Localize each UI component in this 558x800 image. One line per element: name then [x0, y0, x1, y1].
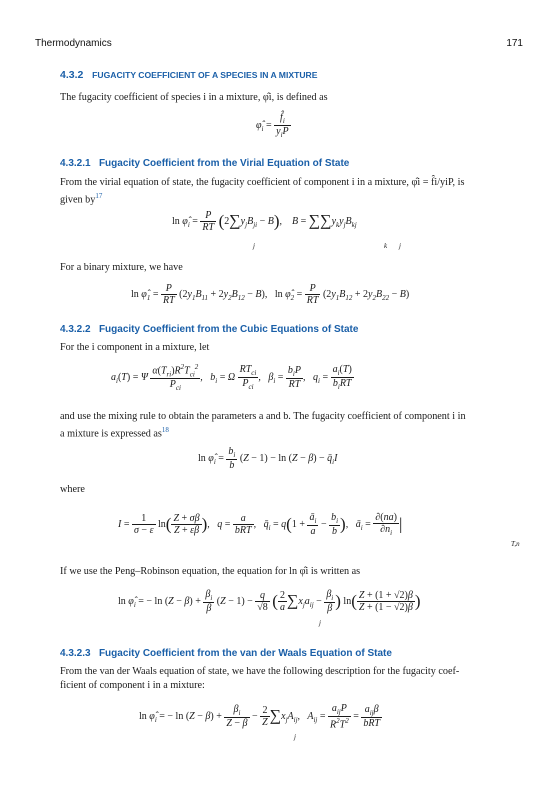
- section-title: FUGACITY COEFFICIENT OF A SPECIES IN A MIXTURE: [92, 70, 318, 80]
- paragraph-virial-1: From the virial equation of state, the fugacity coefficient of component i in a mixture, φ̂i = f̂i/yiP, is: [60, 177, 465, 188]
- paragraph-cubic-1: For the i component in a mixture, let: [60, 342, 210, 353]
- paragraph-peng-robinson: If we use the Peng–Robinson equation, the equation for ln φ̂i is written as: [60, 566, 361, 577]
- equation-cubic-ln-phi: $\ln \varphî_i$ = $\frac{b_i}{b}$ $(Z - 1) - \ln (Z - \beta) - q̄_iI$: [198, 446, 338, 471]
- running-header-chapter: Thermodynamics: [35, 38, 112, 49]
- section-title: Fugacity Coefficient from the Cubic Equations of State: [98, 324, 359, 335]
- section-title: Fugacity Coefficient from the Virial Equation of State: [98, 158, 350, 169]
- equation-virial-ln-phi: $\ln \varphî_i$ = $\frac{P}{RT}$ $(2\sum y_jB_{ji} - B)$, $B = \sum\sum y_ky_jB_{kj}$: [172, 210, 357, 233]
- reference-18: 18: [161, 426, 169, 434]
- reference-17: 17: [95, 192, 103, 200]
- paragraph-binary: For a binary mixture, we have: [60, 262, 183, 273]
- equation-cubic-parameters: $a_i(T) = \Psi$ $\frac{\alpha(T_{ri})R^2T_{ci}^2}{P_{ci}}$ , $b_i = \Omega$ $\frac{RT_{ci}}{P_{ci}}$ , $\beta_i$ = $\frac{b_iP}{RT}$ , $q_i$ = $\frac{a_i(T)}{b_iRT}$: [111, 363, 352, 393]
- section-heading-4-3-2-3: [60, 648, 392, 659]
- section-number: 4.3.2.1: [60, 158, 91, 169]
- paragraph-vdw-1: From the van der Waals equation of state, we have the following description for the fugacity coef-: [60, 666, 460, 677]
- equation-binary-mixture: $\ln \varphî_1$ = $\frac{P}{RT}$ $(2y_1B_{11} + 2y_2B_{12} - B)$, $\ln \varphî_2$ = $\frac{P}{RT}$ $(2y_1B_{12} + 2y_2B_{22} - B)$: [131, 283, 410, 306]
- page-number: 171: [506, 38, 523, 49]
- paragraph-vdw-2: ficient of component i in a mixture:: [60, 680, 205, 691]
- text-given-by: given by: [60, 194, 96, 206]
- section-number: 4.3.2.2: [60, 324, 91, 335]
- paragraph-virial-2: [60, 190, 102, 207]
- equation-peng-robinson: $\ln \varphî_i$ = − ln (Z − β) + $\frac{\beta_i}{\beta}$ (Z − 1) − $\frac{q}{√8}$ ( $\frac{2}{a}$ $\sum x_ja_{ij}$ − $\frac{\beta_i}{\beta}$ ) ln( $\frac{Z + (1 + √2)\beta}{Z + (1 - √2)\beta}$ ): [118, 589, 421, 614]
- text-where: where: [60, 484, 85, 495]
- text-expressed-as: a mixture is expressed as: [60, 428, 162, 440]
- sum-index-j4: j: [294, 733, 296, 741]
- paragraph-intro: The fugacity coefficient of species i in a mixture, φ̂i, is defined as: [60, 92, 328, 103]
- section-heading-4-3-2-1: [60, 158, 349, 169]
- section-number: 4.3.2: [60, 69, 84, 81]
- equation-fugacity-definition: $\varphî_i$ = $\frac{f̂_i}{y_iP}$: [256, 112, 289, 139]
- paragraph-cubic-2: and use the mixing rule to obtain the parameters a and b. The fugacity coefficient of component i in: [60, 411, 466, 422]
- section-heading-4-3-2: [60, 69, 317, 81]
- section-heading-4-3-2-2: [60, 324, 358, 335]
- equation-van-der-waals: $\ln \varphî_i$ = − ln (Z − β) + $\frac{\beta_i}{Z - \beta}$ − $\frac{2}{Z}$ $\sum x_jA_{ij}$, $A_{ij}$ = $\frac{a_{ij}P}{R^2T^2}$ = $\frac{a_{ij}\beta}{\text{bRT}}$: [139, 703, 380, 731]
- derivative-subscript: T,n: [511, 540, 520, 548]
- sum-index-j: j: [253, 242, 255, 250]
- sum-index-j2: j: [399, 242, 401, 250]
- sum-index-j3: j: [319, 619, 321, 627]
- section-title: Fugacity Coefficient from the van der Waals Equation of State: [98, 648, 392, 659]
- paragraph-cubic-3: [60, 424, 169, 441]
- sum-index-k: k: [384, 242, 388, 250]
- equation-cubic-definitions: I = $\frac{1}{\sigma - \varepsilon}$ ln( $\frac{Z + \sigma\beta}{Z + \varepsilon\beta}$ ), q = $\frac{a}{\text{bRT}}$ , $q̄_i = q(1$ + $\frac{ā_i}{a}$ − $\frac{b_i}{b}$ ), $ā_i$ = $\frac{\partial(na)}{\partial n_i}$ |: [118, 512, 403, 537]
- section-number: 4.3.2.3: [60, 648, 91, 659]
